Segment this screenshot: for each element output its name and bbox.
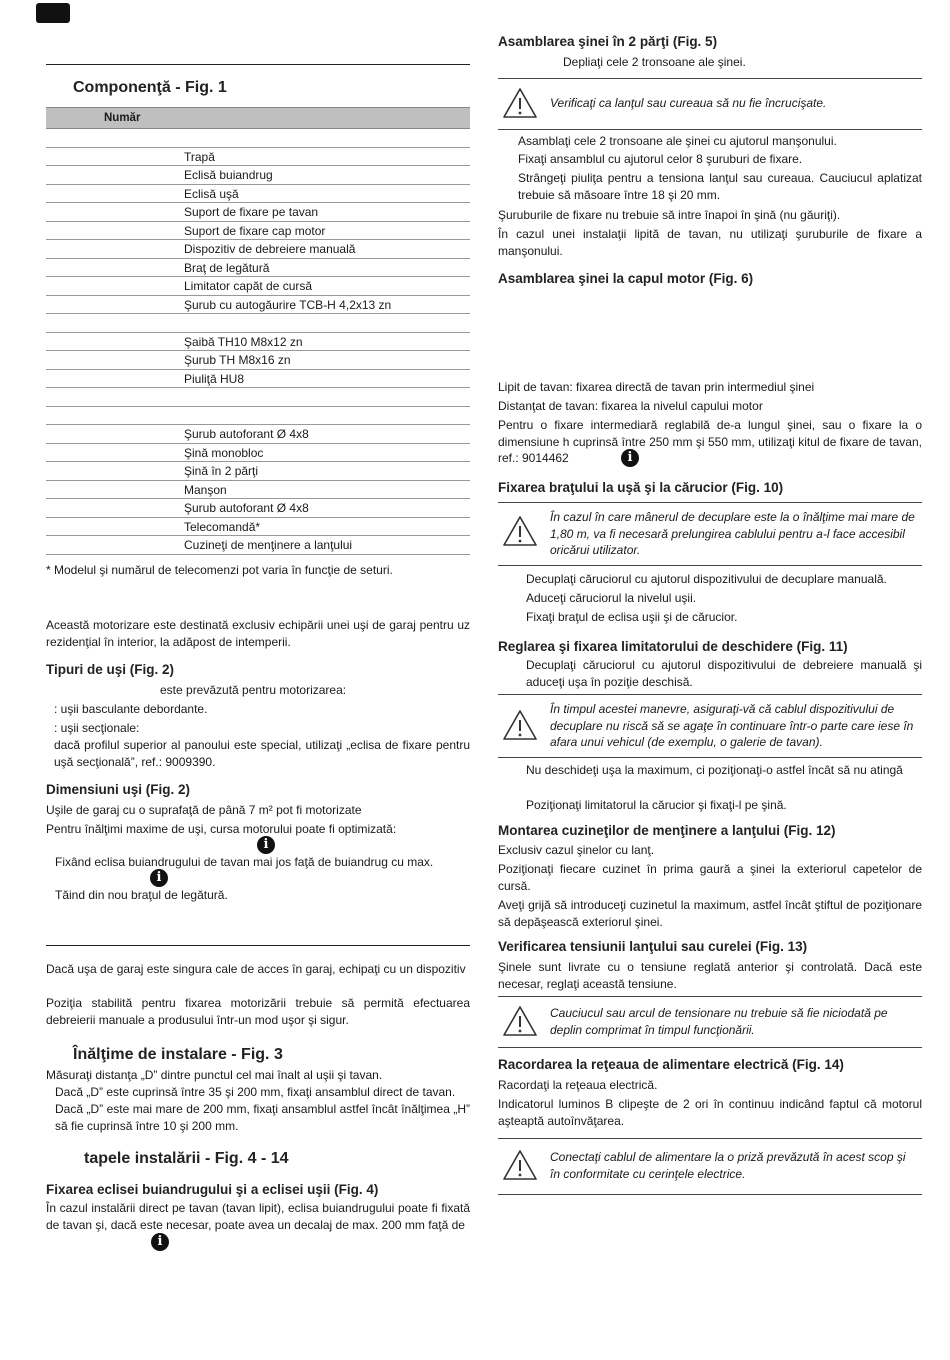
height-1: Măsuraţi distanţa „D” dintre punctul cel mai înalt al uşii şi tavan. xyxy=(46,1068,383,1082)
table-row xyxy=(46,499,470,518)
door-dims-1: Uşile de garaj cu o suprafaţă de până 7 m² pot fi motorizate xyxy=(46,803,362,817)
component-name: Manşon xyxy=(184,482,227,497)
table-row xyxy=(46,536,470,555)
door-types-lead: este prevăzută pentru motorizarea: xyxy=(160,683,347,697)
component-name: Şaibă TH10 M8x12 zn xyxy=(184,334,303,349)
door-dims-3: Fixând eclisa buiandrugului de tavan mai jos faţă de buiandrug cu max. xyxy=(55,855,434,869)
composition-title: Componenţă - Fig. 1 xyxy=(73,79,227,96)
limit-3: Poziţionaţi limitatorul la cărucior şi fixaţi-l pe şină. xyxy=(526,798,787,812)
door-types-2: : uşii secţionale: xyxy=(54,721,140,735)
table-row xyxy=(46,481,470,500)
rail2-title: Asamblarea şinei în 2 părţi (Fig. 5) xyxy=(498,34,718,49)
table-row xyxy=(46,277,470,296)
arm-2: Aduceţi căruciorul la nivelul uşii. xyxy=(526,591,697,605)
power-2: Indicatorul luminos B clipeşte de 2 ori în continuu indicând faptul că motorul aşteaptă autoînvăţarea. xyxy=(498,1097,922,1128)
component-name: Limitator capăt de cursă xyxy=(184,279,313,293)
table-row xyxy=(46,388,470,407)
info-icon: i xyxy=(151,1233,169,1251)
component-name: Cuzineţi de menţinere a lanţului xyxy=(184,538,353,552)
component-name: Telecomandă* xyxy=(184,519,261,534)
pads-2: Poziţionaţi fiecare cuzinet în prima gaură a şinei la exteriorul capetelor de cursă. xyxy=(498,862,922,893)
warning-triangle-icon xyxy=(502,1149,538,1181)
power-1: Racordaţi la reţeaua electrică. xyxy=(498,1078,658,1092)
table-row xyxy=(46,203,470,222)
pads-title: Montarea cuzineţilor de menţinere a lanţului (Fig. 12) xyxy=(498,823,836,838)
table-row xyxy=(46,166,470,185)
table-row xyxy=(46,259,470,278)
warning-triangle-icon xyxy=(502,709,538,741)
language-tab xyxy=(36,3,70,23)
tension-1: Şinele sunt livrate cu o tensiune reglată anterior şi controlată. Dacă este necesar, reglaţi această tensiune. xyxy=(498,960,922,991)
power-title: Racordarea la reţeaua de alimentare electrică (Fig. 14) xyxy=(498,1057,844,1072)
component-name: Şurub TH M8x16 zn xyxy=(184,353,291,367)
lintel-text: În cazul instalării direct pe tavan (tavan lipit), eclisa buiandrugului poate fi fixată de tavan şi, dacă este necesar, poate avea un decalaj de max. 200 mm faţă de xyxy=(46,1201,470,1232)
section-divider xyxy=(46,945,470,946)
pads-1: Exclusiv cazul şinelor cu lanţ. xyxy=(498,843,655,857)
table-header: Număr xyxy=(46,107,470,129)
component-name: Piuliţă HU8 xyxy=(184,371,245,386)
table-row xyxy=(46,407,470,426)
component-name: Trapă xyxy=(184,149,215,164)
table-row xyxy=(46,240,470,259)
height-title: Înălţime de instalare - Fig. 3 xyxy=(73,1046,283,1063)
steps-title: tapele instalării - Fig. 4 - 14 xyxy=(84,1150,289,1167)
section-divider xyxy=(46,64,470,65)
info-icon: i xyxy=(257,836,275,854)
component-name: Eclisă uşă xyxy=(184,186,239,201)
info-icon: i xyxy=(150,869,168,887)
door-dims-4: Tăind din nou braţul de legătură. xyxy=(55,888,228,902)
door-dims-2: Pentru înălţimi maxime de uşi, cursa motorului poate fi optimizată: xyxy=(46,822,397,836)
warning-text: În cazul în care mânerul de decuplare este la o înălţime mai mare de 1,80 m, va fi necesară prelungirea cablului pentru a-l face accesibil oricărui utilizator. xyxy=(550,510,915,558)
warning-triangle-icon xyxy=(502,1005,538,1037)
arm-3: Fixaţi braţul de eclisa uşii şi de cărucior. xyxy=(526,610,738,624)
table-row xyxy=(46,425,470,444)
table-row xyxy=(46,148,470,167)
warning-box xyxy=(498,996,922,1048)
warning-text: Conectaţi cablul de alimentare la o priză prevăzută în acest scop şi în conformitate cu cerinţele electrice. xyxy=(550,1150,906,1181)
warning-text: Cauciucul sau arcul de tensionare nu trebuie să fie niciodată pe deplin comprimat în timpul funcţionării. xyxy=(550,1006,888,1037)
component-name: Şină în 2 părţi xyxy=(184,464,259,478)
table-row xyxy=(46,222,470,241)
component-name: Eclisă buiandrug xyxy=(184,168,273,182)
component-name: Şină monobloc xyxy=(184,445,264,460)
motor-2: Distanţat de tavan: fixarea la nivelul capului motor xyxy=(498,399,763,413)
component-name: Suport de fixare pe tavan xyxy=(184,205,319,219)
lintel-title: Fixarea eclisei buiandrugului şi a eclisei uşii (Fig. 4) xyxy=(46,1182,379,1197)
height-3: Dacă „D” este mai mare de 200 mm, fixaţi ansamblul astfel încât înălţimea „H” să fie cuprinsă între 10 şi 200 mm. xyxy=(55,1102,470,1133)
info-icon: i xyxy=(621,449,639,467)
arm-1: Decuplaţi căruciorul cu ajutorul dispozitivului de decuplare manuală. xyxy=(526,572,887,586)
door-types-title: Tipuri de uşi (Fig. 2) xyxy=(46,662,175,677)
component-name: Dispozitiv de debreiere manuală xyxy=(184,242,356,256)
safety-2: Poziţia stabilită pentru fixarea motorizării trebuie să permită efectuarea debreierii manuale a produsului într-un mod uşor şi sigur. xyxy=(46,996,470,1027)
component-name: Suport de fixare cap motor xyxy=(184,223,326,238)
component-name: Şurub autoforant Ø 4x8 xyxy=(184,427,309,441)
intro-text: Această motorizare este destinată exclusiv echipării unei uşi de garaj pentru uz rezidenţial în interior, la adăpost de intemperii. xyxy=(46,618,470,649)
limit-title: Reglarea şi fixarea limitatorului de deschidere (Fig. 11) xyxy=(498,639,848,654)
warning-triangle-icon xyxy=(502,87,538,119)
rail2-4: Strângeţi piuliţa pentru a tensiona lanţul sau cureaua. Cauciucul aplatizat trebuie să măsoare între 18 şi 20 mm. xyxy=(518,171,922,202)
tension-title: Verificarea tensiunii lanţului sau curelei (Fig. 13) xyxy=(498,939,808,954)
table-row xyxy=(46,462,470,481)
warning-box xyxy=(498,1138,922,1195)
components-table xyxy=(46,107,470,555)
limit-2: Nu deschideţi uşa la maximum, ci poziţionaţi-o astfel încât să nu atingă xyxy=(526,763,903,777)
motor-title: Asamblarea şinei la capul motor (Fig. 6) xyxy=(498,271,754,286)
warning-box xyxy=(498,502,922,566)
table-row xyxy=(46,129,470,148)
table-row xyxy=(46,444,470,463)
door-dims-title: Dimensiuni uşi (Fig. 2) xyxy=(46,782,191,797)
door-types-1: : uşii basculante debordante. xyxy=(54,702,208,716)
component-name: Braţ de legătură xyxy=(184,260,270,275)
table-row xyxy=(46,351,470,370)
warning-triangle-icon xyxy=(502,515,538,547)
table-row xyxy=(46,518,470,537)
component-name: Şurub cu autogăurire TCB-H 4,2x13 zn xyxy=(184,297,392,312)
rail2-6: În cazul unei instalaţii lipită de tavan, nu utilizaţi şuruburile de fixare a manşonului. xyxy=(498,227,922,258)
rail2-3: Fixaţi ansamblul cu ajutorul celor 8 şuruburi de fixare. xyxy=(518,152,803,166)
table-row xyxy=(46,314,470,333)
rail2-5: Şuruburile de fixare nu trebuie să intre înapoi în şină (nu găuriţi). xyxy=(498,208,841,222)
footnote: * Modelul şi numărul de telecomenzi pot varia în funcţie de seturi. xyxy=(46,563,393,577)
limit-1: Decuplaţi căruciorul cu ajutorul dispozitivului de debreiere manuală şi aduceţi uşa în poziţie deschisă. xyxy=(526,658,922,689)
motor-1: Lipit de tavan: fixarea directă de tavan prin intermediul şinei xyxy=(498,380,815,394)
safety-1: Dacă uşa de garaj este singura cale de acces în garaj, echipaţi cu un dispozitiv xyxy=(46,962,466,976)
rail2-1: Depliaţi cele 2 tronsoane ale şinei. xyxy=(563,55,746,69)
door-types-3: dacă profilul superior al panoului este special, utilizaţi „eclisa de fixare pentru uşă secţională”, ref.: 9009390. xyxy=(54,738,470,769)
warning-box xyxy=(498,78,922,130)
table-row xyxy=(46,185,470,204)
warning-box xyxy=(498,694,922,758)
table-row xyxy=(46,296,470,315)
table-row xyxy=(46,333,470,352)
component-name: Şurub autoforant Ø 4x8 xyxy=(184,501,309,515)
arm-title: Fixarea braţului la uşă şi la cărucior (Fig. 10) xyxy=(498,480,784,495)
motor-3: Pentru o fixare intermediară reglabilă de-a lungul şinei, sau o fixare la o dimensiune h cuprinsă între 250 mm şi 550 mm, utilizaţi kitul de fixare de tavan, ref.: 9014462 xyxy=(498,418,922,466)
rail2-2: Asamblaţi cele 2 tronsoane ale şinei cu ajutorul manşonului. xyxy=(518,134,837,148)
pads-3: Aveţi grijă să introduceţi cuzinetul la maximum, astfel încât ştiftul de poziţionare să depăşească exteriorul şinei. xyxy=(498,898,922,929)
table-row xyxy=(46,370,470,389)
warning-text: În timpul acestei manevre, asiguraţi-vă că cablul dispozitivului de decuplare nu riscă să se agaţe în continuare într-o parte care iese în afara unui vehicul (de exemplu, o galerie de tavan). xyxy=(550,702,914,750)
height-2: Dacă „D” este cuprinsă între 35 şi 200 mm, fixaţi ansamblul direct de tavan. xyxy=(55,1085,456,1099)
warning-text: Verificaţi ca lanţul sau cureaua să nu fie încrucişate. xyxy=(550,96,827,110)
